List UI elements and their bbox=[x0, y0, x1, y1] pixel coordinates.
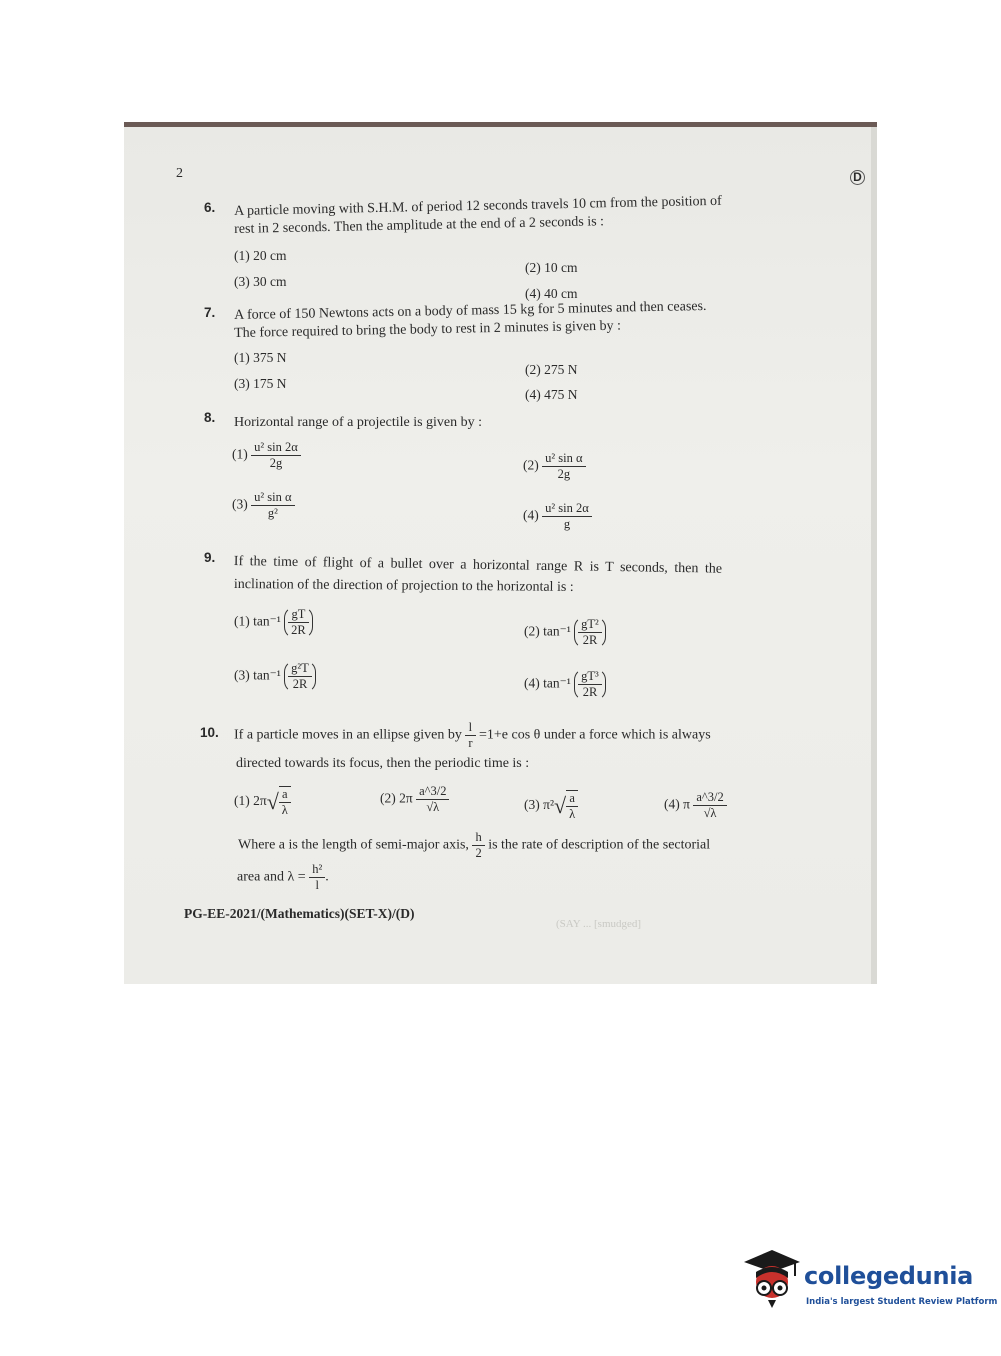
q10-line2: directed towards its focus, then the periodic time is : bbox=[236, 756, 530, 771]
q9-number: 9. bbox=[204, 550, 216, 565]
q10-lambda-fraction bbox=[309, 862, 325, 893]
q8-option-4-numerator: u² sin 2α bbox=[542, 501, 592, 517]
q10-line1 bbox=[234, 720, 711, 751]
q9-option-1-fraction bbox=[288, 607, 309, 638]
q9-option-4-numerator: gT³ bbox=[578, 669, 602, 685]
q10-h-denominator: 2 bbox=[475, 846, 482, 860]
q8-option-2-denominator: 2g bbox=[557, 467, 571, 481]
q9-option-1-denominator: 2R bbox=[291, 623, 306, 637]
q10-option-2-prefix: 2π bbox=[399, 790, 413, 806]
q10-number: 10. bbox=[200, 725, 219, 740]
q6-option-2: (2) 10 cm bbox=[525, 260, 578, 275]
q9-option-3 bbox=[234, 660, 316, 693]
q10-h-fraction bbox=[472, 830, 484, 861]
q10-option-1-denominator: λ bbox=[281, 803, 288, 817]
q6-line2: rest in 2 seconds. Then the amplitude at the end of a 2 seconds is : bbox=[234, 214, 605, 237]
q10-where-line bbox=[238, 830, 710, 861]
q8-number: 8. bbox=[204, 410, 216, 425]
page-edge bbox=[871, 127, 877, 984]
q7-number: 7. bbox=[204, 305, 216, 320]
q9-option-2 bbox=[524, 616, 606, 649]
q10-option-3-denominator: λ bbox=[569, 807, 576, 821]
q10-where-start: Where a is the length of semi-major axis, bbox=[238, 837, 469, 853]
q8-option-3 bbox=[232, 490, 295, 521]
q10-h-numerator: h bbox=[472, 830, 484, 846]
q10-option-1-label: (1) bbox=[234, 793, 250, 809]
q8-option-1-fraction bbox=[251, 440, 301, 471]
q9-option-3-numerator: g²T bbox=[288, 661, 312, 677]
q8-line1: Horizontal range of a projectile is given by : bbox=[234, 415, 483, 430]
q9-option-3-fraction bbox=[288, 661, 312, 692]
q9-option-2-parens bbox=[574, 616, 606, 649]
q10-option-3-prefix: π² bbox=[543, 797, 554, 813]
q10-option-4-denominator: √λ bbox=[703, 806, 717, 820]
q9-option-1-label: (1) bbox=[234, 613, 250, 629]
q10-option-3-numerator: a bbox=[566, 791, 578, 807]
q9-line1: If the time of flight of a bullet over a horizontal range R is T seconds, then the bbox=[233, 553, 723, 577]
q10-option-3-fraction bbox=[566, 790, 578, 822]
q9-option-3-denominator: 2R bbox=[292, 677, 308, 691]
q10-option-1-fraction bbox=[279, 786, 291, 818]
q8-option-4 bbox=[523, 501, 592, 532]
brand-name: collegedunia bbox=[804, 1262, 974, 1290]
q9-option-4-fraction bbox=[578, 669, 602, 700]
graduate-mascot-icon bbox=[742, 1248, 802, 1310]
corner-mark: D bbox=[850, 170, 865, 185]
radical-icon: √ bbox=[554, 793, 567, 818]
brand-tagline: India's largest Student Review Platform bbox=[806, 1297, 998, 1307]
q8-option-2 bbox=[523, 451, 586, 482]
q8-option-2-numerator: u² sin α bbox=[542, 451, 585, 467]
q8-option-3-label: (3) bbox=[232, 496, 248, 512]
q8-option-1-denominator: 2g bbox=[269, 456, 283, 470]
q10-ellipse-fraction bbox=[465, 720, 475, 751]
q10-option-2-fraction bbox=[416, 784, 449, 815]
q8-option-3-denominator: g² bbox=[267, 506, 278, 520]
q9-option-2-denominator: 2R bbox=[582, 633, 598, 647]
q9-line2: inclination of the direction of projection to the horizontal is : bbox=[233, 576, 574, 595]
q10-option-1 bbox=[234, 786, 291, 818]
q8-option-3-fraction bbox=[251, 490, 294, 521]
q10-option-2-numerator: a^3/2 bbox=[416, 784, 449, 800]
radical-icon: √ bbox=[266, 789, 279, 814]
q10-lambda-numerator: h² bbox=[309, 862, 325, 878]
q8-option-4-label: (4) bbox=[523, 507, 539, 523]
q10-option-4-fraction bbox=[693, 790, 726, 821]
q6-number: 6. bbox=[204, 200, 216, 215]
q6-option-1: (1) 20 cm bbox=[234, 248, 287, 263]
q10-option-2 bbox=[380, 784, 449, 815]
q10-ellipse-numerator: l bbox=[465, 720, 475, 736]
q7-line1: A force of 150 Newtons acts on a body of mass 15 kg for 5 minutes and then ceases. bbox=[234, 298, 707, 323]
q10-area-start: area and λ = bbox=[237, 869, 306, 885]
q8-option-1-numerator: u² sin 2α bbox=[251, 440, 301, 456]
q8-option-2-label: (2) bbox=[523, 457, 539, 473]
q8-option-3-numerator: u² sin α bbox=[251, 490, 294, 506]
q10-option-1-numerator: a bbox=[279, 787, 291, 803]
q8-option-1 bbox=[232, 440, 301, 471]
q10-option-1-prefix: 2π bbox=[253, 793, 267, 809]
q10-lambda-denominator: l bbox=[315, 878, 319, 892]
q10-ellipse-denominator: r bbox=[468, 736, 473, 750]
q9-option-4-parens bbox=[574, 668, 606, 701]
q10-option-4-label: (4) bbox=[664, 796, 680, 812]
q6-option-3: (3) 30 cm bbox=[234, 274, 287, 289]
q9-option-4-denominator: 2R bbox=[582, 685, 598, 699]
q8-option-2-fraction bbox=[542, 451, 585, 482]
q10-option-4-prefix: π bbox=[683, 796, 690, 812]
q9-option-3-label: (3) bbox=[234, 667, 250, 683]
q10-option-4 bbox=[664, 790, 727, 821]
page-number: 2 bbox=[176, 166, 183, 181]
q9-option-1-function: tan⁻¹ bbox=[253, 613, 281, 629]
exam-code-footer: PG-EE-2021/(Mathematics)(SET-X)/(D) bbox=[184, 906, 415, 921]
q7-option-2: (2) 275 N bbox=[525, 362, 578, 377]
q8-option-1-label: (1) bbox=[232, 446, 248, 462]
q8-option-4-fraction bbox=[542, 501, 592, 532]
q7-line2: The force required to bring the body to rest in 2 minutes is given by : bbox=[234, 318, 622, 341]
faint-smudged-text: (SAY ... [smudged] bbox=[556, 918, 642, 930]
q9-option-4-function: tan⁻¹ bbox=[543, 675, 571, 691]
q9-option-1-parens bbox=[284, 606, 313, 639]
q9-option-3-parens bbox=[284, 660, 316, 693]
q9-option-3-function: tan⁻¹ bbox=[253, 667, 281, 683]
q9-option-1-numerator: gT bbox=[288, 607, 309, 623]
q9-option-2-label: (2) bbox=[524, 623, 540, 639]
q10-option-3-label: (3) bbox=[524, 797, 540, 813]
q6-option-4: (4) 40 cm bbox=[525, 286, 578, 301]
q10-line1-end: =1+e cos θ under a force which is always bbox=[479, 727, 711, 743]
q7-option-3: (3) 175 N bbox=[234, 376, 287, 391]
q10-where-end: is the rate of description of the sectorial bbox=[488, 837, 711, 853]
q10-line1-start: If a particle moves in an ellipse given by bbox=[234, 727, 462, 743]
q9-option-2-fraction bbox=[578, 617, 602, 648]
q9-option-1 bbox=[234, 606, 313, 639]
q7-option-1: (1) 375 N bbox=[234, 350, 287, 365]
q6-line1: A particle moving with S.H.M. of period 12 seconds travels 10 cm from the position of bbox=[234, 193, 722, 219]
q9-option-2-numerator: gT² bbox=[578, 617, 602, 633]
q10-option-2-label: (2) bbox=[380, 790, 396, 806]
q10-option-2-denominator: √λ bbox=[426, 800, 440, 814]
q10-area-line bbox=[237, 862, 329, 893]
q8-option-4-denominator: g bbox=[563, 517, 571, 531]
q10-option-3 bbox=[524, 790, 578, 822]
q7-option-4: (4) 475 N bbox=[525, 387, 578, 402]
q9-option-4-label: (4) bbox=[524, 675, 540, 691]
q9-option-4 bbox=[524, 668, 606, 701]
q10-area-end: . bbox=[325, 869, 329, 885]
q10-option-4-numerator: a^3/2 bbox=[693, 790, 726, 806]
q9-option-2-function: tan⁻¹ bbox=[543, 623, 571, 639]
